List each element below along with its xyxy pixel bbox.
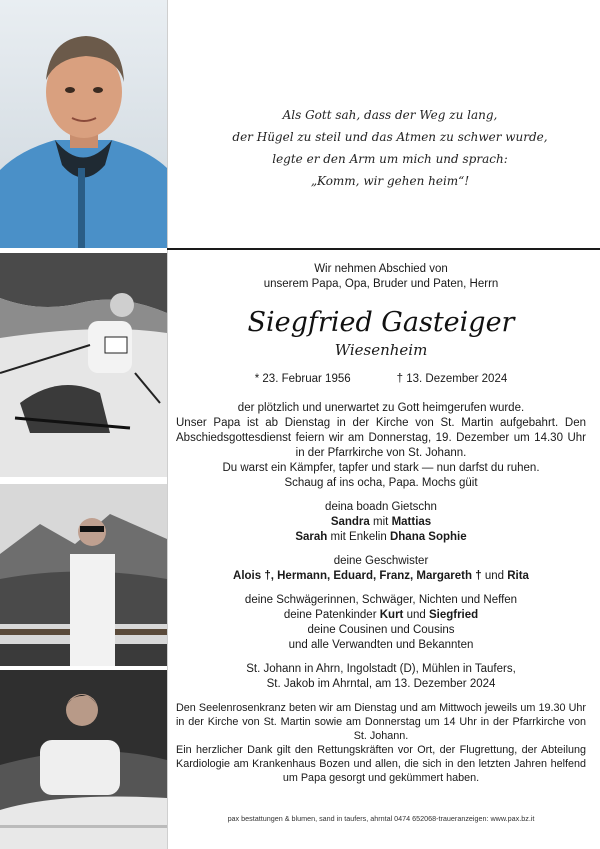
connector: mit Enkelin [330,531,387,543]
sibling-name: Rita [507,570,529,582]
footer-credit: pax bestattungen & blumen, sand in taufers, ahrntal 0474 652068-traueranzeigen: www.pax.bz.it [227,814,535,823]
intro-line: unserem Papa, Opa, Bruder und Paten, Herrn [263,278,499,290]
partner-name: Mattias [391,516,432,528]
portrait-photo [0,0,167,248]
godchild-name: Siegfried [428,609,479,621]
connector: mit [373,516,389,528]
relatives-block [176,593,586,653]
mountain-terrace-photo [0,484,167,666]
intro-line: Wir nehmen Abschied von [314,263,448,275]
called-home-line: der plötzlich und unerwartet zu Gott heimgerufen wurde. [237,402,525,414]
birth-date: * 23. Februar 1956 [254,373,351,385]
siblings-heading: deine Geschwister [333,555,429,567]
quote-block [190,104,590,192]
connector: und [406,609,426,621]
farewell-line: Du warst ein Kämpfer, tapfer und stark — nun darfst du ruhen. [222,462,540,474]
ceremony-text: Unser Papa ist ab Dienstag in der Kirche von St. Martin aufgebahrt. Den Abschiedsgottesdienst feiern wir am Donnerstag, 19. Dezember um 14.30 Uhr in der Pfarrkirche von St. Johann. [176,417,586,459]
seated-portrait-photo [0,670,167,849]
relatives-line: deine Schwägerinnen, Schwäger, Nichten und Neffen [244,594,518,606]
godchild-name: Kurt [379,609,404,621]
quote-line: Als Gott sah, dass der Weg zu lang, [282,108,498,122]
quote-line: der Hügel zu steil und das Atmen zu schwer wurde, [232,130,548,144]
child-name: Sarah [295,531,328,543]
header-rule [167,248,600,250]
thanks-text: Ein herzlicher Dank gilt den Rettungskräften vor Ort, der Flugrettung, der Abteilung Kardiologie am Krankenhaus Bozen und allen, die sich in den letzten Jahren helfend um Papa gesorgt und gekümmert haben. [176,744,586,784]
connector: und [484,570,505,582]
relatives-line: und alle Verwandten und Bekannten [288,639,474,651]
godchildren-label: deine Patenkinder [283,609,377,621]
grandchild-name: Dhana Sophie [389,531,467,543]
relatives-line: deine Cousinen und Cousins [307,624,455,636]
deceased-place: Wiesenheim [334,341,428,359]
column-divider [167,0,168,849]
farewell-line: Schaug af ins ocha, Papa. Mochs güit [284,477,478,489]
location-line: St. Jakob im Ahrntal, am 13. Dezember 2024 [266,678,496,690]
skiing-photo [0,253,167,477]
children-heading: deina boadn Gietschn [325,501,437,513]
rosary-text: Den Seelenrosenkranz beten wir am Dienstag und am Mittwoch jeweils um 19.30 Uhr in der Kirche von St. Martin sowie am Donnerstag um 14 Uhr in der Pfarrkirche von St. Johann. [176,702,586,742]
quote-line: legte er den Arm um mich und sprach: [272,152,508,166]
location-line: St. Johann in Ahrn, Ingolstadt (D), Mühlen in Taufers, [246,663,516,675]
child-name: Sandra [330,516,370,528]
siblings-block [176,554,586,584]
sibling-names: Alois †, Hermann, Eduard, Franz, Margareth † [233,570,482,582]
quote-line: „Komm, wir gehen heim“! [310,174,470,188]
deceased-name: Siegfried Gasteiger [247,307,515,338]
children-block [176,500,586,545]
death-date: † 13. Dezember 2024 [396,373,508,385]
life-dates [176,372,586,387]
obituary-text [176,262,586,785]
